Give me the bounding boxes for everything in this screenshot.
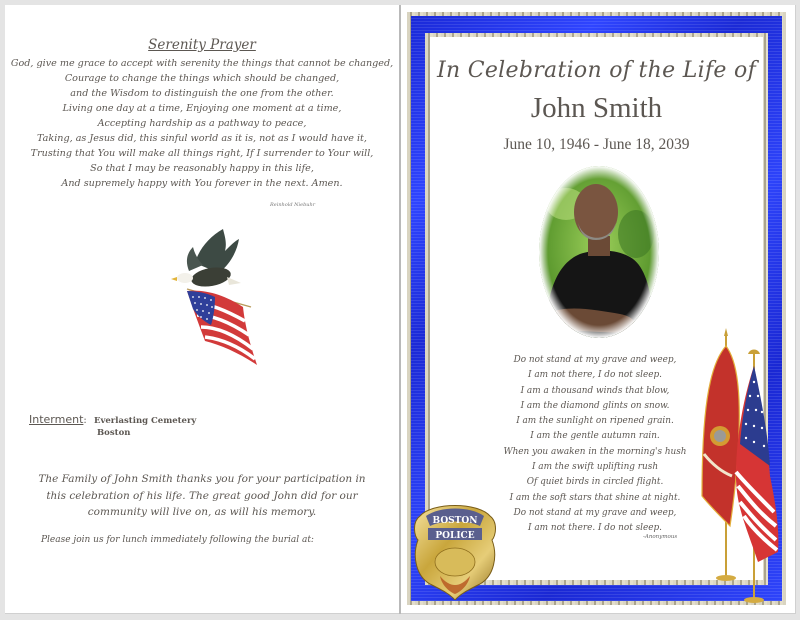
- poem-line: I am not there, I do not sleep.: [528, 370, 662, 381]
- svg-text:POLICE: POLICE: [435, 531, 475, 541]
- deceased-name: John Smith: [530, 92, 663, 124]
- interment-city: Boston: [97, 428, 131, 438]
- thanks-line: The Family of John Smith thanks you for your participation in: [38, 473, 366, 485]
- prayer-line: And supremely happy with You forever in the next. Amen.: [61, 178, 343, 189]
- life-dates: June 10, 1946 - June 18, 2039: [503, 136, 690, 153]
- prayer-title: Serenity Prayer: [148, 37, 256, 53]
- prayer-line: Accepting hardship as a pathway to peace,: [97, 118, 307, 129]
- lunch-invitation: Please join us for lunch immediately following the burial at:: [41, 535, 314, 545]
- flags-icon: [696, 326, 786, 606]
- poem-line: When you awaken in the morning's hush: [503, 446, 687, 457]
- poem-line: I am the diamond glints on snow.: [520, 400, 670, 411]
- poem-line: I am the soft stars that shine at night.: [509, 492, 681, 503]
- page-divider: [399, 5, 401, 614]
- prayer-line: Trusting that You will make all things right, If I surrender to Your will,: [30, 148, 374, 159]
- thanks-line: this celebration of his life. The great good John did for our: [46, 489, 358, 502]
- prayer-line: Living one day at a time, Enjoying one moment at a time,: [62, 103, 342, 114]
- left-panel: [5, 5, 399, 613]
- interment-location: Everlasting Cemetery: [93, 416, 197, 426]
- poem-line: I am the gentle autumn rain.: [530, 431, 660, 442]
- interment-label: Interment: [29, 413, 84, 426]
- prayer-line: So that I may be reasonably happy in this life,: [90, 163, 314, 174]
- prayer-line: Taking, as Jesus did, this sinful world as it is, not as I would have it,: [37, 133, 367, 144]
- poem-line: I am not there. I do not sleep.: [528, 523, 662, 534]
- family-thanks: [5, 471, 399, 521]
- prayer-line: and the Wisdom to distinguish the one from the other.: [70, 88, 334, 99]
- thanks-line: community will live on, as will his memory.: [87, 506, 317, 518]
- poem-attribution: -Anonymous: [643, 534, 678, 540]
- prayer-line: God, give me grace to accept with serenity the things that cannot be changed,: [10, 58, 394, 69]
- poem-line: I am the swift uplifting rush: [531, 462, 659, 473]
- poem-line: Do not stand at my grave and weep,: [513, 355, 677, 365]
- svg-text:BOSTON: BOSTON: [432, 516, 478, 526]
- poem-line: Do not stand at my grave and weep,: [513, 507, 677, 518]
- prayer-attribution: Reinhold Niebuhr: [270, 202, 316, 208]
- prayer-line: Courage to change the things which should be changed,: [64, 73, 340, 84]
- interment-colon: :: [83, 415, 87, 426]
- poem-line: Of quiet birds in circled flight.: [526, 477, 664, 488]
- poem-line: I am the sunlight on ripened grain.: [516, 416, 674, 427]
- police-badge-icon: [410, 496, 500, 600]
- poem-line: I am a thousand winds that blow,: [520, 385, 670, 396]
- portrait-photo-icon: [536, 164, 662, 344]
- celebration-heading: In Celebration of the Life of: [436, 58, 757, 83]
- interment-info: [29, 413, 197, 438]
- memorial-poem: [470, 353, 720, 537]
- serenity-prayer: [5, 56, 399, 191]
- eagle-flag-icon: [165, 225, 265, 375]
